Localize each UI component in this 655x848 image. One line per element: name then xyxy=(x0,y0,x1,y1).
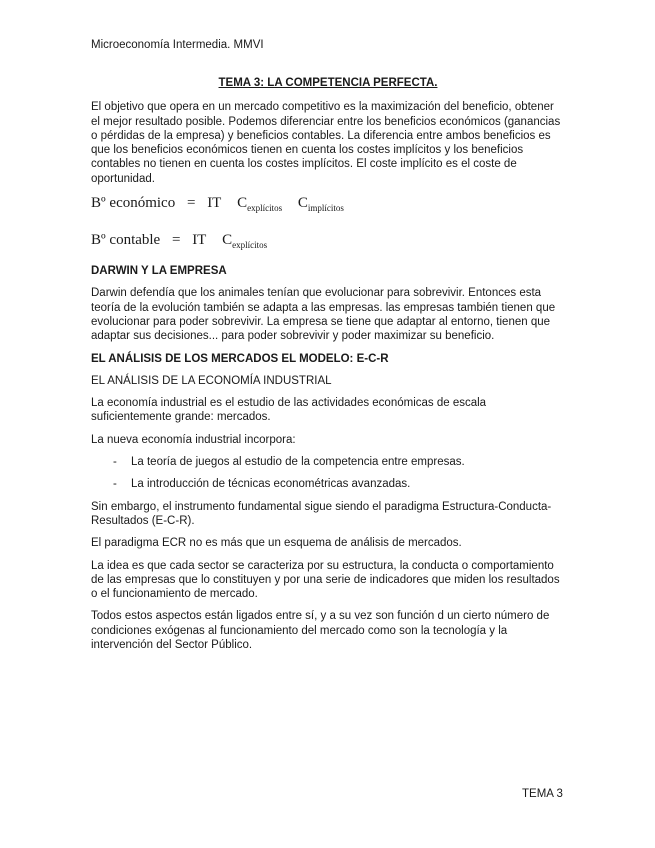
paragraph: El paradigma ECR no es más que un esquema de análisis de mercados. xyxy=(91,537,462,550)
list-item-text: La introducción de técnicas econométricas avanzadas. xyxy=(131,478,411,491)
formula-c-explicit: C xyxy=(222,232,233,249)
formula-lhs: Bº contable xyxy=(91,232,161,249)
page-header: Microeconomía Intermedia. MMVI xyxy=(91,39,264,51)
formula-c-implicit: C xyxy=(297,195,308,212)
intro-paragraph: El objetivo que opera en un mercado competitivo es la maximización del beneficio, obtener el mejor resultado posible. Podemos diferenciar entre los beneficios económicos (ganancias o pérdidas de la empresa) y beneficios contables. La diferencia entre ambos beneficios es que los beneficios económicos tienen en cuenta los costes implícitos y los beneficios contables no tienen en cuenta los costes implícitos. El coste implícito es el coste de oportunidad. xyxy=(91,101,561,185)
formula-lhs: Bº económico xyxy=(91,195,176,212)
formula-accounting-profit xyxy=(91,231,565,254)
paragraph: La economía industrial es el estudio de las actividades económicas de escala suficientemente grande: mercados. xyxy=(91,397,487,424)
formula-sub-implicit: implícitos xyxy=(307,203,344,214)
page-content xyxy=(91,76,565,660)
darwin-paragraph: Darwin defendía que los animales tenían que evolucionar para sobrevivir. Entonces esta teoría de la evolución también se adapta a las empresas. las empresas también tienen que evolucionar para poder sobrevivir. La empresa se tiene que adaptar al entorno, tienen que adaptar sus decisiones... para poder sobrevivir y poder maximizar su beneficio. xyxy=(91,287,556,343)
paragraph: La idea es que cada sector se caracteriza por su estructura, la conducta o comportamiento de las empresas que lo constituyen y por una serie de indicadores que miden los resultados o el funcionamiento de mercado. xyxy=(91,559,560,601)
list-item xyxy=(91,477,565,491)
formula-equals: = xyxy=(171,232,181,249)
formula-sub-explicit: explícitos xyxy=(247,203,283,214)
page-title: TEMA 3: LA COMPETENCIA PERFECTA. xyxy=(218,77,438,89)
formula-economic-profit xyxy=(91,194,565,217)
bullet-dash: - xyxy=(113,478,117,491)
formula-it: IT xyxy=(207,195,222,212)
paragraph: La nueva economía industrial incorpora: xyxy=(91,433,296,446)
list-item-text: La teoría de juegos al estudio de la competencia entre empresas. xyxy=(131,456,465,469)
paragraph: Todos estos aspectos están ligados entre sí, y a su vez son función d un cierto número de condiciones exógenas al funcionamiento del mercado como son la tecnología y la intervención del Sector Público. xyxy=(91,610,550,652)
bullet-dash: - xyxy=(113,456,117,469)
formula-it: IT xyxy=(192,232,207,249)
section-heading-ecr: EL ANÁLISIS DE LOS MERCADOS EL MODELO: E-C-R xyxy=(91,352,389,365)
page-footer: TEMA 3 xyxy=(522,788,563,800)
section-heading-darwin: DARWIN Y LA EMPRESA xyxy=(91,265,227,278)
formula-equals: = xyxy=(186,195,196,212)
subheading-industrial-economy: EL ANÁLISIS DE LA ECONOMÍA INDUSTRIAL xyxy=(91,374,332,387)
bullet-list xyxy=(91,455,565,492)
paragraph: Sin embargo, el instrumento fundamental sigue siendo el paradigma Estructura-Conducta-Resultados (E-C-R). xyxy=(91,500,552,527)
list-item xyxy=(91,455,565,469)
formula-c-explicit: C xyxy=(237,195,248,212)
formula-sub-explicit: explícitos xyxy=(232,240,268,251)
